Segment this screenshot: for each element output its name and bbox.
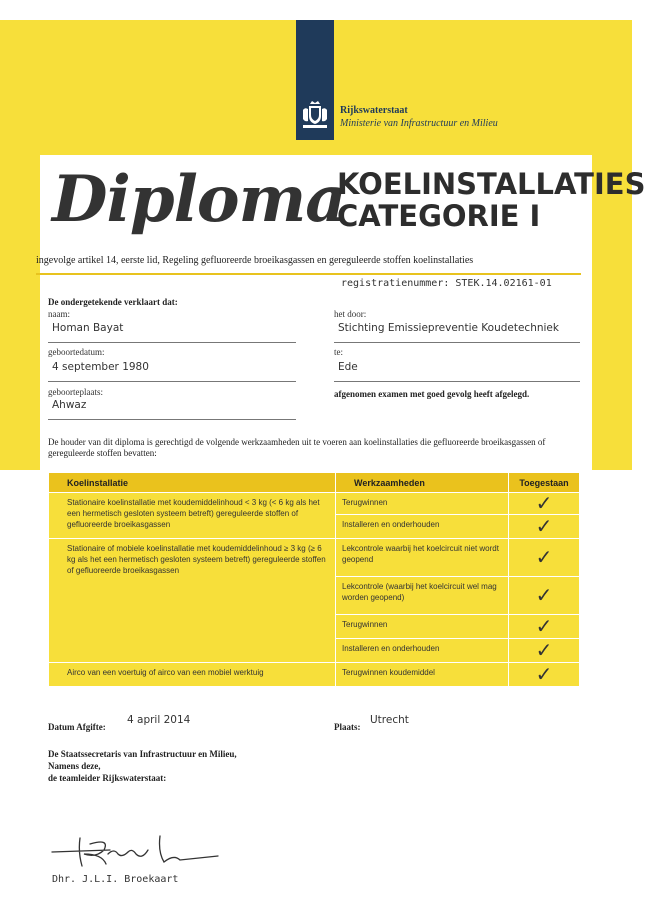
category-title-line2: CATEGORIE I	[337, 199, 541, 233]
declaration: De ondergetekende verklaart dat:	[48, 297, 178, 307]
table-row	[49, 493, 580, 515]
at-label: te:	[334, 347, 343, 357]
by-line	[334, 342, 580, 343]
table-row	[49, 663, 580, 687]
authority-line: Namens deze,	[48, 761, 101, 771]
name-line	[48, 342, 296, 343]
task-cell: Lekcontrole (waarbij het koelcircuit wel mag worden geopend)	[336, 577, 509, 615]
issue-date-label: Datum Afgifte:	[48, 722, 106, 732]
place-label: Plaats:	[334, 722, 361, 732]
task-cell: Terugwinnen	[336, 493, 509, 515]
at-line	[334, 381, 580, 382]
by-value: Stichting Emissiepreventie Koudetechniek	[338, 322, 559, 334]
authority-block	[48, 748, 237, 784]
allowed-cell	[509, 663, 580, 687]
intro-text: De houder van dit diploma is gerechtigd de volgende werkzaamheden uit te voeren aan koelinstallaties die gefluoreerde broeikasgassen of gereguleerde stoffen bevatten:	[48, 437, 546, 458]
royal-coat-of-arms-icon	[299, 98, 331, 132]
category-title	[337, 168, 645, 232]
allowed-cell	[509, 577, 580, 615]
issue-date-value: 4 april 2014	[127, 714, 191, 726]
category-title-line1: KOELINSTALLATIES	[337, 167, 646, 201]
at-value: Ede	[338, 361, 358, 373]
org-name: Rijkswaterstaat	[340, 105, 408, 116]
checkmark-icon: ✓	[535, 545, 553, 569]
checkmark-icon: ✓	[535, 583, 553, 607]
checkmark-icon: ✓	[535, 614, 553, 638]
registration-number: registratienummer: STEK.14.02161-01	[341, 278, 552, 289]
header-allowed: Toegestaan	[509, 473, 580, 493]
allowed-cell	[509, 639, 580, 663]
ministry-name: Ministerie van Infrastructuur en Milieu	[340, 118, 498, 129]
place-value: Utrecht	[370, 714, 409, 726]
installation-cell: Stationaire of mobiele koelinstallatie met koudemiddelinhoud ≥ 3 kg (≥ 6 kg als het een hermetisch gesloten systeem betreft) gereguleerde stoffen of gefluoreerde broeikasgassen	[49, 539, 336, 663]
checkmark-icon: ✓	[535, 638, 553, 662]
allowed-cell	[509, 539, 580, 577]
by-label: het door:	[334, 309, 367, 319]
legal-basis: ingevolge artikel 14, eerste lid, Regeling gefluoreerde broeikasgassen en gereguleerde stoffen koelinstallaties	[36, 255, 474, 266]
birthplace-line	[48, 419, 296, 420]
authority-line: de teamleider Rijkswaterstaat:	[48, 773, 167, 783]
divider	[36, 273, 581, 275]
allowed-cell	[509, 515, 580, 539]
authority-line: De Staatssecretaris van Infrastructuur en Milieu,	[48, 749, 237, 759]
handwritten-signature	[50, 830, 220, 874]
task-cell: Terugwinnen	[336, 615, 509, 639]
header-tasks: Werkzaamheden	[336, 473, 509, 493]
header-installation: Koelinstallatie	[49, 473, 336, 493]
table-row	[49, 539, 580, 577]
installation-cell: Airco van een voertuig of airco van een mobiel werktuig	[49, 663, 336, 687]
checkmark-icon: ✓	[535, 514, 553, 538]
birthplace-value: Ahwaz	[52, 399, 87, 411]
allowed-cell	[509, 493, 580, 515]
signer-name: Dhr. J.L.I. Broekaart	[52, 874, 179, 885]
task-cell: Installeren en onderhouden	[336, 639, 509, 663]
allowed-cell	[509, 615, 580, 639]
birthplace-label: geboorteplaats:	[48, 387, 103, 397]
name-value: Homan Bayat	[52, 322, 124, 334]
table-header-row	[49, 473, 580, 493]
name-label: naam:	[48, 309, 70, 319]
checkmark-icon: ✓	[535, 491, 553, 515]
checkmark-icon: ✓	[535, 662, 553, 686]
work-table	[48, 472, 580, 687]
task-cell: Installeren en onderhouden	[336, 515, 509, 539]
logo-text	[340, 104, 498, 130]
birthdate-value: 4 september 1980	[52, 361, 149, 373]
task-cell: Terugwinnen koudemiddel	[336, 663, 509, 687]
birthdate-line	[48, 381, 296, 382]
task-cell: Lekcontrole waarbij het koelcircuit niet wordt geopend	[336, 539, 509, 577]
diploma-title: Diploma	[52, 162, 346, 237]
exam-note: afgenomen examen met goed gevolg heeft afgelegd.	[334, 389, 530, 399]
birthdate-label: geboortedatum:	[48, 347, 105, 357]
installation-cell: Stationaire koelinstallatie met koudemiddelinhoud < 3 kg (< 6 kg als het een hermetisch gesloten systeem betreft) gereguleerde stoffen of gefluoreerde broeikasgassen	[49, 493, 336, 539]
